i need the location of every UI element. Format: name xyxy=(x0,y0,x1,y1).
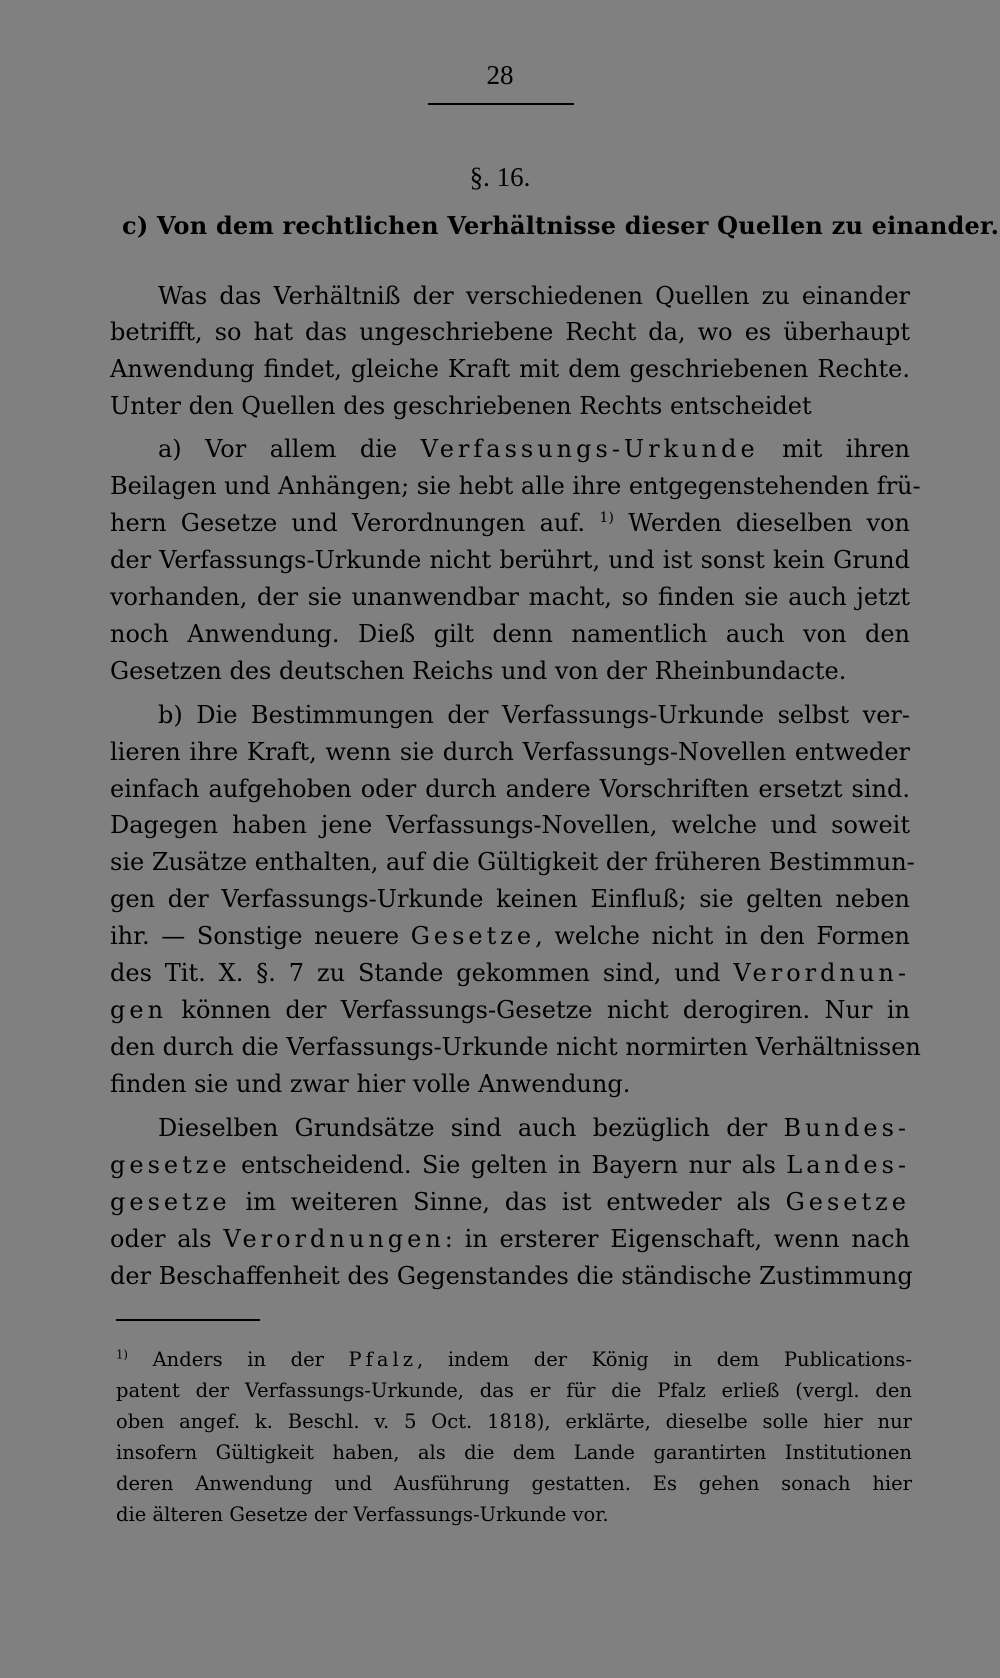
emphasis-spaced: Verordnungen xyxy=(223,1225,445,1253)
body-line: Unter den Quellen des geschriebenen Rechts entscheidet xyxy=(110,392,812,420)
page-number: 28 xyxy=(486,60,514,90)
body-line: Dieselben Grundsätze sind auch bezüglich der Bundes- xyxy=(158,1114,910,1142)
emphasis-spaced: Bundes- xyxy=(783,1114,910,1142)
body-line: einfach aufgehoben oder durch andere Vorschriften ersetzt sind. xyxy=(110,775,910,803)
emphasis-spaced: Verordnun- xyxy=(733,959,910,987)
footnote-line: patent der Verfassungs-Urkunde, das er für die Pfalz erließ (vergl. den xyxy=(116,1379,912,1402)
section-number: §. 16. xyxy=(469,162,531,192)
body-line: Dagegen haben jene Verfassungs-Novellen, welche und soweit xyxy=(110,811,910,839)
footnote-rule xyxy=(116,1319,260,1321)
body-line: Gesetzen des deutschen Reichs und von der Rheinbundacte. xyxy=(110,657,847,685)
body-line: der Verfassungs-Urkunde nicht berührt, und ist sonst kein Grund xyxy=(110,546,910,574)
emphasis-spaced: Gesetze xyxy=(785,1188,910,1216)
section-title: c) Von dem rechtlichen Verhältnisse dieser Quellen zu einander. xyxy=(122,211,1000,240)
body-line: gen der Verfassungs-Urkunde keinen Einfluß; sie gelten neben xyxy=(110,885,910,913)
body-line: gen können der Verfassungs-Gesetze nicht derogiren. Nur in xyxy=(110,996,910,1024)
body-line: Beilagen und Anhängen; sie hebt alle ihre entgegenstehenden frü- xyxy=(110,472,921,500)
footnote-line: oben angef. k. Beschl. v. 5 Oct. 1818), erklärte, dieselbe solle hier nur xyxy=(116,1410,912,1433)
emphasis-spaced: gesetze xyxy=(110,1188,231,1216)
footnote-line: $^{1)}$ Anders in der Pfalz, indem der König in dem Publications- xyxy=(116,1347,912,1371)
body-line: a) Vor allem die Verfassungs-Urkunde mit ihren xyxy=(158,435,910,463)
body-line: b) Die Bestimmungen der Verfassungs-Urkunde selbst ver- xyxy=(158,701,910,729)
body-line: hern Gesetze und Verordnungen auf. $^{1)}$ Werden dieselben von xyxy=(110,509,910,537)
emphasis-spaced: Landes- xyxy=(786,1151,910,1179)
body-line: gesetze entscheidend. Sie gelten in Bayern nur als Landes- xyxy=(110,1151,910,1179)
body-line: gesetze im weiteren Sinne, das ist entweder als Gesetze xyxy=(110,1188,910,1216)
header-rule xyxy=(428,103,574,105)
body-line: Anwendung findet, gleiche Kraft mit dem geschriebenen Rechte. xyxy=(110,355,910,383)
body-line: ihr. — Sonstige neuere Gesetze, welche nicht in den Formen xyxy=(110,922,910,950)
body-line: oder als Verordnungen: in ersterer Eigenschaft, wenn nach xyxy=(110,1225,911,1253)
body-line: sie Zusätze enthalten, auf die Gültigkeit der früheren Bestimmun- xyxy=(110,848,915,876)
footnote-reference: 1) xyxy=(599,510,615,526)
footnote-marker: 1) xyxy=(116,1347,128,1362)
body-line: vorhanden, der sie unanwendbar macht, so finden sie auch jetzt xyxy=(110,583,910,611)
body-line: noch Anwendung. Dieß gilt denn namentlich auch von den xyxy=(110,620,910,648)
emphasis-spaced: gen xyxy=(110,996,168,1024)
footnote-line: insofern Gültigkeit haben, als die dem Lande garantirten Institutionen xyxy=(116,1441,912,1464)
footnote-line: deren Anwendung und Ausführung gestatten. Es gehen sonach hier xyxy=(116,1472,912,1495)
body-line: lieren ihre Kraft, wenn sie durch Verfassungs-Novellen entweder xyxy=(110,738,910,766)
body-line: Was das Verhältniß der verschiedenen Quellen zu einander xyxy=(158,282,910,310)
body-line: finden sie und zwar hier volle Anwendung. xyxy=(110,1070,631,1098)
body-line: des Tit. X. §. 7 zu Stande gekommen sind, und Verordnun- xyxy=(110,959,910,987)
emphasis-spaced: Verfassungs-Urkunde xyxy=(420,435,759,463)
emphasis-spaced: Pfalz xyxy=(348,1348,418,1371)
body-line: betrifft, so hat das ungeschriebene Recht da, wo es überhaupt xyxy=(110,318,910,346)
emphasis-spaced: gesetze xyxy=(110,1151,231,1179)
body-line: den durch die Verfassungs-Urkunde nicht normirten Verhältnissen xyxy=(110,1033,921,1061)
footnote-line: die älteren Gesetze der Verfassungs-Urkunde vor. xyxy=(116,1503,609,1526)
emphasis-spaced: Gesetze xyxy=(410,922,536,950)
body-line: der Beschaffenheit des Gegenstandes die ständische Zustimmung xyxy=(110,1262,913,1290)
